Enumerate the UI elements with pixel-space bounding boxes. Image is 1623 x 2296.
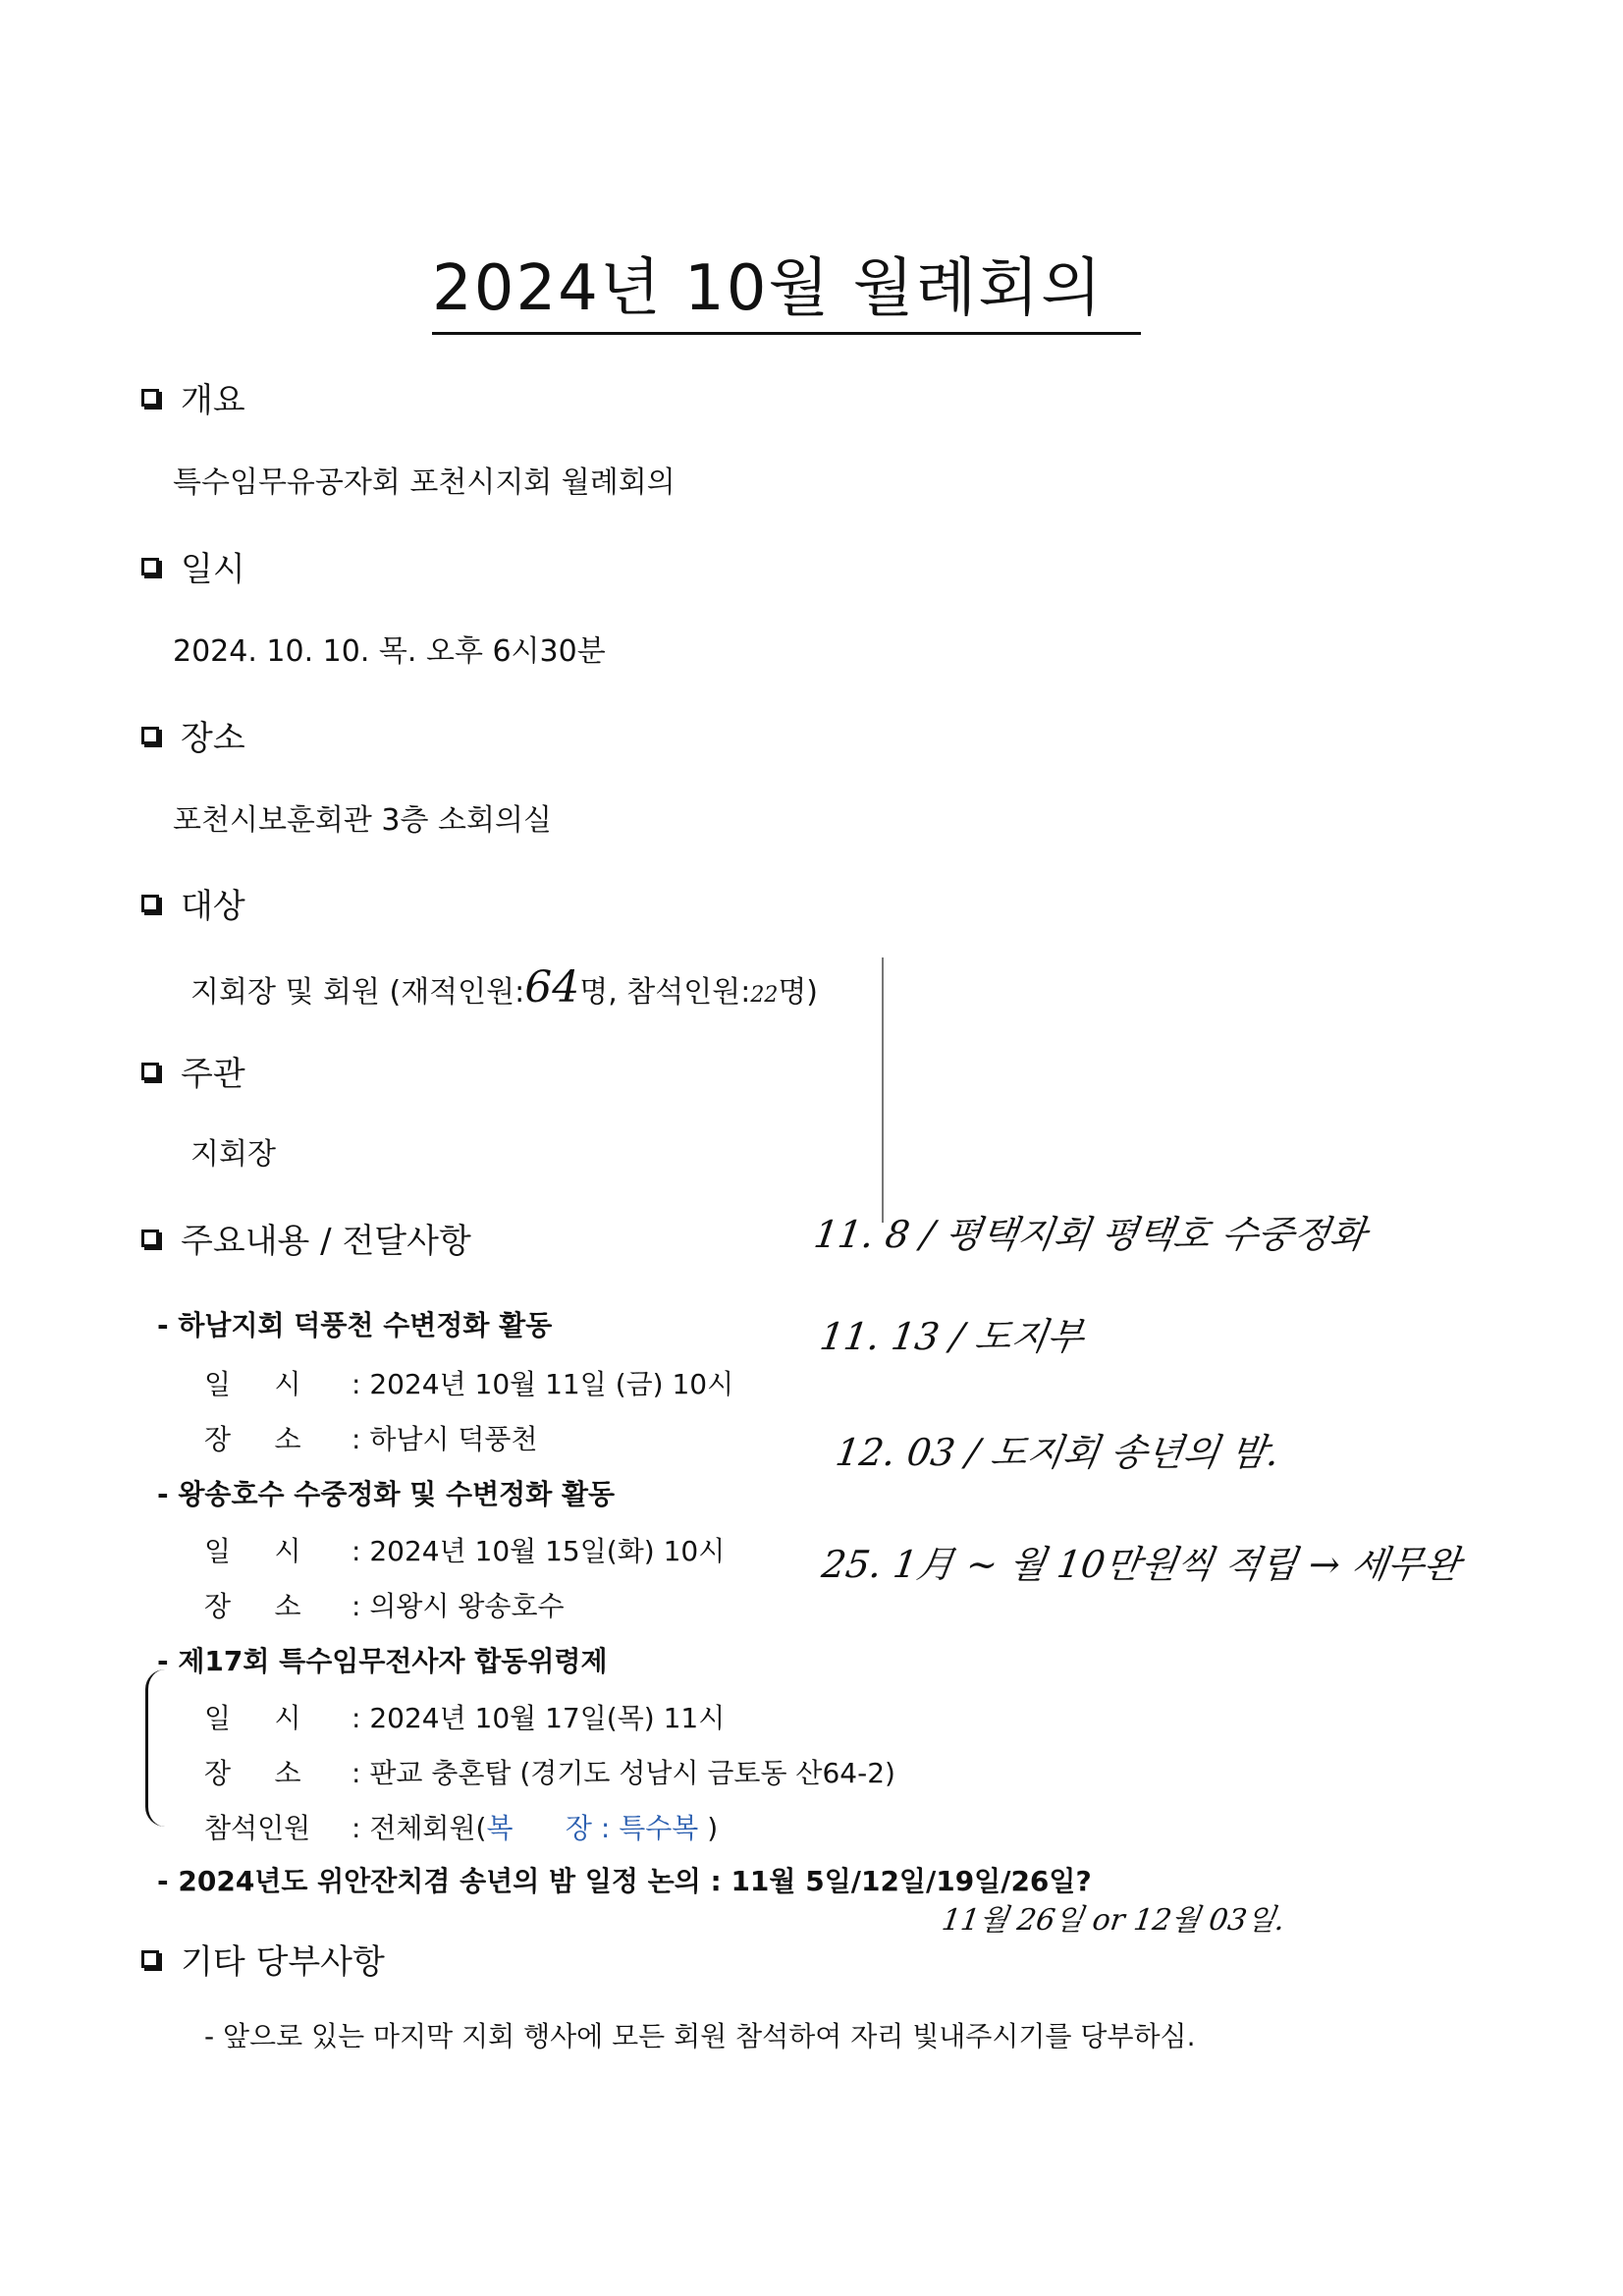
place-value: : 의왕시 왕송호수 <box>352 1590 565 1622</box>
item-place <box>204 1418 538 1457</box>
date-label: 일 시 <box>204 1702 301 1734</box>
checkbox-bullet-icon <box>141 895 159 912</box>
place-value: : 판교 충혼탑 (경기도 성남시 금토동 산64-2) <box>352 1757 895 1789</box>
handwritten-note: 11. 13 / 도지부 <box>817 1315 1087 1358</box>
section-other-heading <box>141 1935 385 1983</box>
place-label: 장 소 <box>204 1423 301 1455</box>
page-title: 2024년 10월 월례회의 <box>432 252 1104 325</box>
handwritten-note: 12. 03 / 도지회 송년의 밤. <box>833 1431 1282 1474</box>
section-host-heading <box>141 1047 245 1095</box>
place-label: 장 소 <box>204 1757 301 1789</box>
item-place <box>204 1585 565 1624</box>
section-label: 일시 <box>181 550 245 589</box>
date-value: : 2024년 10월 17일(목) 11시 <box>352 1702 726 1734</box>
handwritten-note: 11. 8 / 평택지회 평택호 수중정화 <box>811 1213 1370 1256</box>
place-value: : 하남시 덕풍천 <box>352 1423 538 1455</box>
attire-label: 복 장 <box>486 1812 592 1844</box>
attend-value: : 전체회원( <box>352 1812 487 1844</box>
section-label: 기타 당부사항 <box>181 1942 385 1982</box>
host-body: 지회장 <box>190 1137 276 1172</box>
datetime-body: 2024. 10. 10. 목. 오후 6시30분 <box>173 634 606 669</box>
item-date <box>204 1697 725 1736</box>
date-label: 일 시 <box>204 1535 301 1567</box>
item-date <box>204 1530 725 1569</box>
enrolled-count: 64 <box>524 962 580 1012</box>
year-end-text: - 2024년도 위안잔치겸 송년의 밤 일정 논의 : 11월 5일/12일/19일/26일? <box>157 1865 1092 1897</box>
pen-stroke-line <box>882 957 884 1223</box>
section-overview-heading <box>141 373 245 421</box>
date-label: 일 시 <box>204 1368 301 1400</box>
date-value: : 2024년 10월 15일(화) 10시 <box>352 1535 726 1567</box>
checkbox-bullet-icon <box>141 558 159 575</box>
handwritten-note: 25. 1月 ~ 월 10만원씩 적립 → 세무완 <box>819 1543 1464 1586</box>
item-date <box>204 1363 733 1402</box>
target-prefix: 지회장 및 회원 (재적인원: <box>190 975 525 1010</box>
attending-count: 22 <box>750 983 779 1008</box>
attire-value: : 특수복 <box>600 1812 699 1844</box>
attend-label: 참석인원 <box>204 1812 311 1844</box>
checkbox-bullet-icon <box>141 389 159 407</box>
section-label: 주관 <box>181 1055 245 1094</box>
section-target-heading <box>141 879 245 927</box>
year-end-discussion <box>157 1860 1092 1899</box>
item-title: - 제17회 특수임무전사자 합동위령제 <box>157 1645 608 1677</box>
item-title: - 왕송호수 수중정화 및 수변정화 활동 <box>157 1478 616 1510</box>
item-title: - 하남지회 덕풍천 수변정화 활동 <box>157 1309 553 1341</box>
date-value: : 2024년 10월 11일 (금) 10시 <box>352 1368 734 1400</box>
section-place-heading <box>141 711 245 759</box>
section-datetime-heading <box>141 542 245 590</box>
section-label: 주요내용 / 전달사항 <box>181 1222 471 1261</box>
attend-close: ) <box>707 1812 719 1844</box>
checkbox-bullet-icon <box>141 1950 159 1968</box>
other-body: - 앞으로 있는 마지막 지회 행사에 모든 회원 참석하여 자리 빛내주시기를 당부하심. <box>204 2020 1196 2052</box>
target-mid: 명, 참석인원: <box>579 975 751 1010</box>
title-underline <box>432 332 1141 335</box>
place-label: 장 소 <box>204 1590 301 1622</box>
pen-brace-mark <box>145 1669 168 1827</box>
item-attendees <box>204 1807 718 1846</box>
section-main-heading <box>141 1214 471 1262</box>
section-label: 대상 <box>181 887 245 926</box>
target-suffix: 명) <box>778 975 819 1010</box>
checkbox-bullet-icon <box>141 1230 159 1247</box>
checkbox-bullet-icon <box>141 1063 159 1080</box>
section-label: 장소 <box>181 719 245 758</box>
overview-body: 특수임무유공자회 포천시지회 월례회의 <box>173 465 676 500</box>
place-body: 포천시보훈회관 3층 소회의실 <box>173 803 552 838</box>
item-place <box>204 1752 895 1791</box>
checkbox-bullet-icon <box>141 727 159 744</box>
handwritten-note: 11월 26일 or 12월 03일. <box>940 1903 1287 1938</box>
target-body <box>190 962 818 1012</box>
section-label: 개요 <box>181 381 245 420</box>
